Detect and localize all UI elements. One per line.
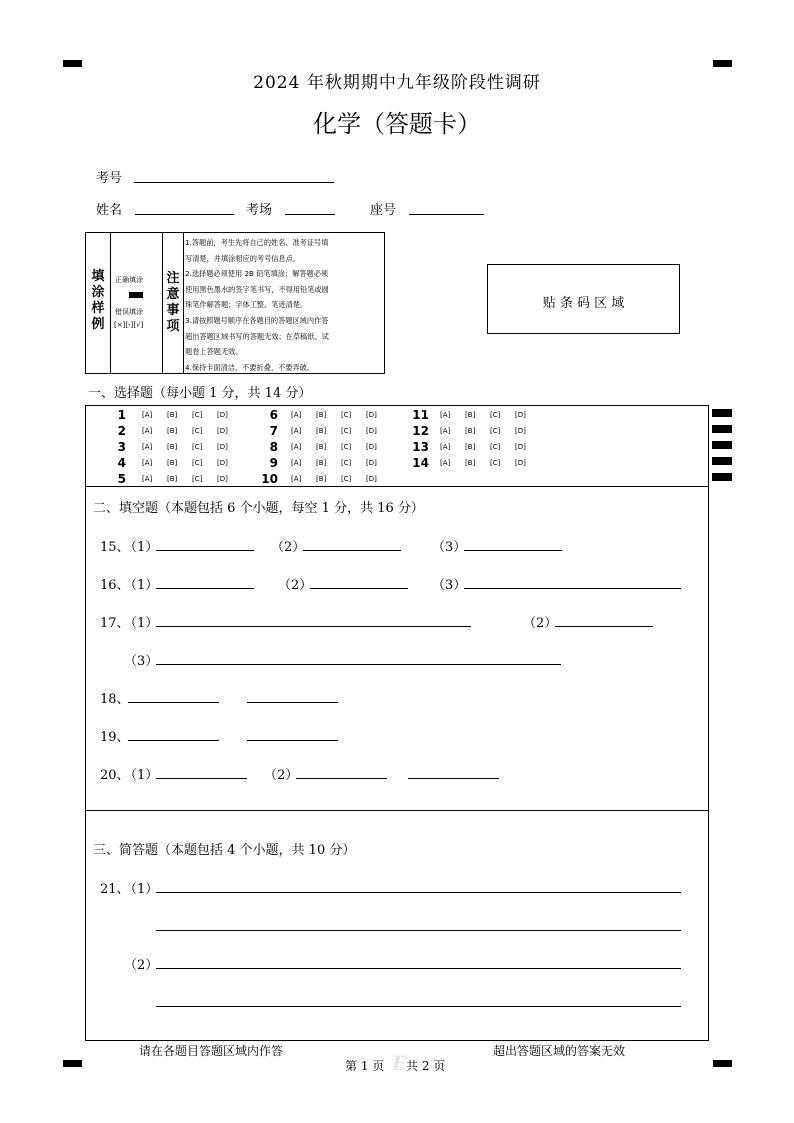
- q21-part2-answer-line[interactable]: [156, 1006, 681, 1007]
- q15-part1-label: （1）: [124, 540, 159, 555]
- mc-question-number: 3: [117, 440, 126, 454]
- section2-title: 二、填空题（本题包括 6 个小题，每空 1 分，共 16 分）: [93, 501, 424, 516]
- q15-part1-answer[interactable]: [156, 550, 254, 551]
- exam-number-field[interactable]: [134, 182, 334, 183]
- q16-part2-label: （2）: [278, 578, 313, 593]
- mc-question-number: 12: [412, 424, 429, 438]
- mc-option-bubble[interactable]: [D]: [217, 411, 228, 419]
- mc-option-bubble[interactable]: [D]: [515, 459, 526, 467]
- mc-option-bubble[interactable]: [C]: [192, 443, 203, 451]
- mc-option-bubble[interactable]: [D]: [217, 459, 228, 467]
- mc-option-bubble[interactable]: [A]: [440, 411, 451, 419]
- mc-question-number: 7: [269, 424, 278, 438]
- mc-option-bubble[interactable]: [C]: [192, 475, 203, 483]
- mc-option-bubble[interactable]: [B]: [167, 475, 178, 483]
- mc-option-bubble[interactable]: [C]: [490, 427, 501, 435]
- q18-answer-1[interactable]: [128, 702, 219, 703]
- barcode-area: [487, 264, 680, 334]
- q18-answer-2[interactable]: [247, 702, 338, 703]
- q20-part3-answer[interactable]: [408, 778, 499, 779]
- q16-part1-answer[interactable]: [156, 588, 254, 589]
- q21-part1-answer-line[interactable]: [156, 892, 681, 893]
- q15-part2-label: （2）: [271, 540, 306, 555]
- q21-part1-label: （1）: [124, 882, 159, 897]
- mc-question-number: 1: [117, 408, 126, 422]
- notes-list: [185, 235, 385, 375]
- mc-option-bubble[interactable]: [D]: [217, 427, 228, 435]
- mc-option-bubble[interactable]: [B]: [316, 411, 327, 419]
- mc-option-bubble[interactable]: [B]: [316, 443, 327, 451]
- q17-part3-answer[interactable]: [156, 664, 561, 665]
- section3-title: 三、简答题（本题包括 4 个小题，共 10 分）: [93, 843, 356, 858]
- mc-option-bubble[interactable]: [D]: [515, 443, 526, 451]
- mc-option-bubble[interactable]: [C]: [490, 443, 501, 451]
- mc-option-bubble[interactable]: [D]: [366, 427, 377, 435]
- mc-question-number: 10: [261, 472, 278, 486]
- mc-option-bubble[interactable]: [D]: [515, 411, 526, 419]
- mc-option-bubble[interactable]: [A]: [291, 427, 302, 435]
- correct-fill-sample: [129, 292, 143, 298]
- q21-number: 21、: [100, 882, 130, 897]
- mc-option-bubble[interactable]: [D]: [217, 475, 228, 483]
- mc-option-bubble[interactable]: [C]: [341, 443, 352, 451]
- mc-option-bubble[interactable]: [A]: [142, 411, 153, 419]
- instructions-box: [85, 232, 385, 374]
- note-line: 超出答题区域书写的答题无效；在草稿纸、试: [185, 331, 329, 341]
- notes-label: 注意事项: [166, 271, 180, 334]
- q16-part1-label: （1）: [124, 578, 159, 593]
- note-line: 1.答题前，考生先将自己的姓名、准考证号填: [185, 238, 329, 247]
- page-title: 2024 年秋期期中九年级阶段性调研: [253, 73, 541, 93]
- q16-number: 16、: [100, 578, 130, 593]
- q16-part2-answer[interactable]: [310, 588, 408, 589]
- mc-question-number: 13: [412, 440, 429, 454]
- timing-mark: [712, 457, 732, 465]
- watermark-logo: F: [392, 1051, 407, 1075]
- q17-part2-answer[interactable]: [555, 626, 653, 627]
- note-line: 使用黑色墨水的签字笔书写，不得用铅笔或圆: [185, 284, 329, 294]
- mc-option-bubble[interactable]: [B]: [465, 427, 476, 435]
- mc-option-bubble[interactable]: [C]: [192, 459, 203, 467]
- q16-part3-label: （3）: [432, 578, 467, 593]
- mc-question-number: 14: [412, 456, 429, 470]
- mc-option-bubble[interactable]: [B]: [465, 411, 476, 419]
- wrong-fill-label: 错误填涂: [115, 308, 143, 316]
- name-label: 姓名: [96, 203, 123, 218]
- mc-option-bubble[interactable]: [A]: [440, 443, 451, 451]
- q17-part3-label: （3）: [124, 654, 159, 669]
- seat-field[interactable]: [409, 214, 484, 215]
- q21-part2-answer-line[interactable]: [156, 968, 681, 969]
- mc-option-bubble[interactable]: [A]: [291, 411, 302, 419]
- notes-label-column: [163, 233, 184, 373]
- exam-number-label: 考号: [96, 171, 123, 186]
- q17-part1-label: （1）: [124, 616, 159, 631]
- mc-option-bubble[interactable]: [B]: [316, 475, 327, 483]
- mc-option-bubble[interactable]: [C]: [341, 459, 352, 467]
- mc-option-bubble[interactable]: [A]: [142, 443, 153, 451]
- mc-option-bubble[interactable]: [B]: [465, 443, 476, 451]
- mc-option-bubble[interactable]: [C]: [490, 411, 501, 419]
- mc-option-bubble[interactable]: [D]: [217, 443, 228, 451]
- mc-option-bubble[interactable]: [A]: [291, 459, 302, 467]
- timing-mark: [712, 441, 732, 449]
- mc-option-bubble[interactable]: [B]: [465, 459, 476, 467]
- q20-part2-label: （2）: [264, 768, 299, 783]
- mc-question-number: 11: [412, 408, 429, 422]
- q20-part1-answer[interactable]: [156, 778, 247, 779]
- q19-number: 19、: [100, 730, 130, 745]
- mc-option-bubble[interactable]: [C]: [192, 427, 203, 435]
- section1-title: 一、选择题（每小题 1 分，共 14 分）: [88, 386, 312, 401]
- mc-option-bubble[interactable]: [A]: [440, 459, 451, 467]
- mc-option-bubble[interactable]: [B]: [316, 427, 327, 435]
- note-line: 题卷上答题无效。: [185, 347, 243, 357]
- mc-option-bubble[interactable]: [D]: [515, 427, 526, 435]
- note-line: 2.选择题必须使用 2B 铅笔填涂；解答题必须: [185, 269, 329, 279]
- fill-example-label: 填涂样例: [91, 269, 105, 332]
- name-field[interactable]: [135, 214, 234, 215]
- seat-label: 座号: [370, 203, 397, 218]
- corner-marker-bottom-left: [63, 1060, 82, 1067]
- mc-option-bubble[interactable]: [A]: [291, 443, 302, 451]
- mc-question-number: 5: [117, 472, 126, 486]
- q17-part1-answer[interactable]: [156, 626, 471, 627]
- timing-mark: [712, 473, 732, 481]
- note-line: 珠笔作解答题；字体工整、笔迹清楚。: [185, 300, 308, 310]
- mc-question-number: 8: [269, 440, 278, 454]
- page-number-current: 第 1 页: [345, 1059, 385, 1073]
- mc-question-number: 2: [117, 424, 126, 438]
- mc-question-number: 4: [117, 456, 126, 470]
- q15-part3-answer[interactable]: [464, 550, 562, 551]
- timing-mark: [712, 425, 732, 433]
- fill-sample-column: [111, 233, 163, 373]
- fill-example-column: [86, 233, 111, 373]
- mc-option-bubble[interactable]: [A]: [291, 475, 302, 483]
- correct-fill-label: 正确填涂: [115, 276, 143, 284]
- exam-room-field[interactable]: [285, 214, 335, 215]
- timing-mark: [712, 409, 732, 417]
- page-number-total: 共 2 页: [406, 1059, 446, 1073]
- mc-option-bubble[interactable]: [D]: [366, 459, 377, 467]
- q20-part1-label: （1）: [124, 768, 159, 783]
- corner-marker-bottom-right: [713, 1060, 732, 1067]
- mc-option-bubble[interactable]: [D]: [366, 443, 377, 451]
- mc-option-bubble[interactable]: [A]: [440, 427, 451, 435]
- q19-answer-2[interactable]: [247, 740, 338, 741]
- q17-part2-label: （2）: [523, 616, 558, 631]
- mc-question-number: 6: [269, 408, 278, 422]
- note-line: 3.请按照题号顺序在各题目的答题区域内作答: [185, 315, 329, 325]
- footer-left-note: 请在各题目答题区域内作答: [139, 1044, 284, 1058]
- q18-number: 18、: [100, 692, 130, 707]
- mc-question-number: 9: [269, 456, 278, 470]
- q19-answer-1[interactable]: [128, 740, 219, 741]
- mc-option-bubble[interactable]: [C]: [341, 475, 352, 483]
- wrong-fill-sample: [×][-][√]: [114, 321, 144, 329]
- barcode-label: 贴 条 码 区 域: [542, 296, 625, 311]
- note-line: 写清楚，并填涂相应的考号信息点。: [185, 253, 301, 263]
- q16-part3-answer[interactable]: [464, 588, 681, 589]
- mc-option-bubble[interactable]: [B]: [167, 411, 178, 419]
- mc-option-bubble[interactable]: [C]: [490, 459, 501, 467]
- mc-option-bubble[interactable]: [A]: [142, 475, 153, 483]
- mc-option-bubble[interactable]: [B]: [316, 459, 327, 467]
- q20-part2-answer[interactable]: [296, 778, 387, 779]
- q20-number: 20、: [100, 768, 130, 783]
- section-divider: [85, 810, 709, 811]
- mc-option-bubble[interactable]: [B]: [167, 427, 178, 435]
- q15-part2-answer[interactable]: [303, 550, 401, 551]
- mc-option-bubble[interactable]: [B]: [167, 443, 178, 451]
- mc-option-bubble[interactable]: [B]: [167, 459, 178, 467]
- mc-option-bubble[interactable]: [C]: [192, 411, 203, 419]
- mc-option-bubble[interactable]: [D]: [366, 475, 377, 483]
- q15-number: 15、: [100, 540, 130, 555]
- q17-number: 17、: [100, 616, 130, 631]
- q21-part1-answer-line[interactable]: [156, 930, 681, 931]
- corner-marker-top-right: [713, 60, 732, 67]
- mc-option-bubble[interactable]: [A]: [142, 459, 153, 467]
- corner-marker-top-left: [63, 60, 82, 67]
- page-subtitle: 化学（答题卡）: [313, 110, 481, 138]
- footer-right-note: 超出答题区域的答案无效: [493, 1044, 626, 1058]
- q15-part3-label: （3）: [432, 540, 467, 555]
- q21-part2-label: （2）: [124, 958, 159, 973]
- exam-room-label: 考场: [246, 203, 273, 218]
- section-divider: [85, 486, 709, 487]
- mc-option-bubble[interactable]: [D]: [366, 411, 377, 419]
- mc-option-bubble[interactable]: [C]: [341, 411, 352, 419]
- mc-option-bubble[interactable]: [C]: [341, 427, 352, 435]
- note-line: 4.保持卡面清洁，不要折叠、不要弄破。: [185, 362, 315, 372]
- mc-option-bubble[interactable]: [A]: [142, 427, 153, 435]
